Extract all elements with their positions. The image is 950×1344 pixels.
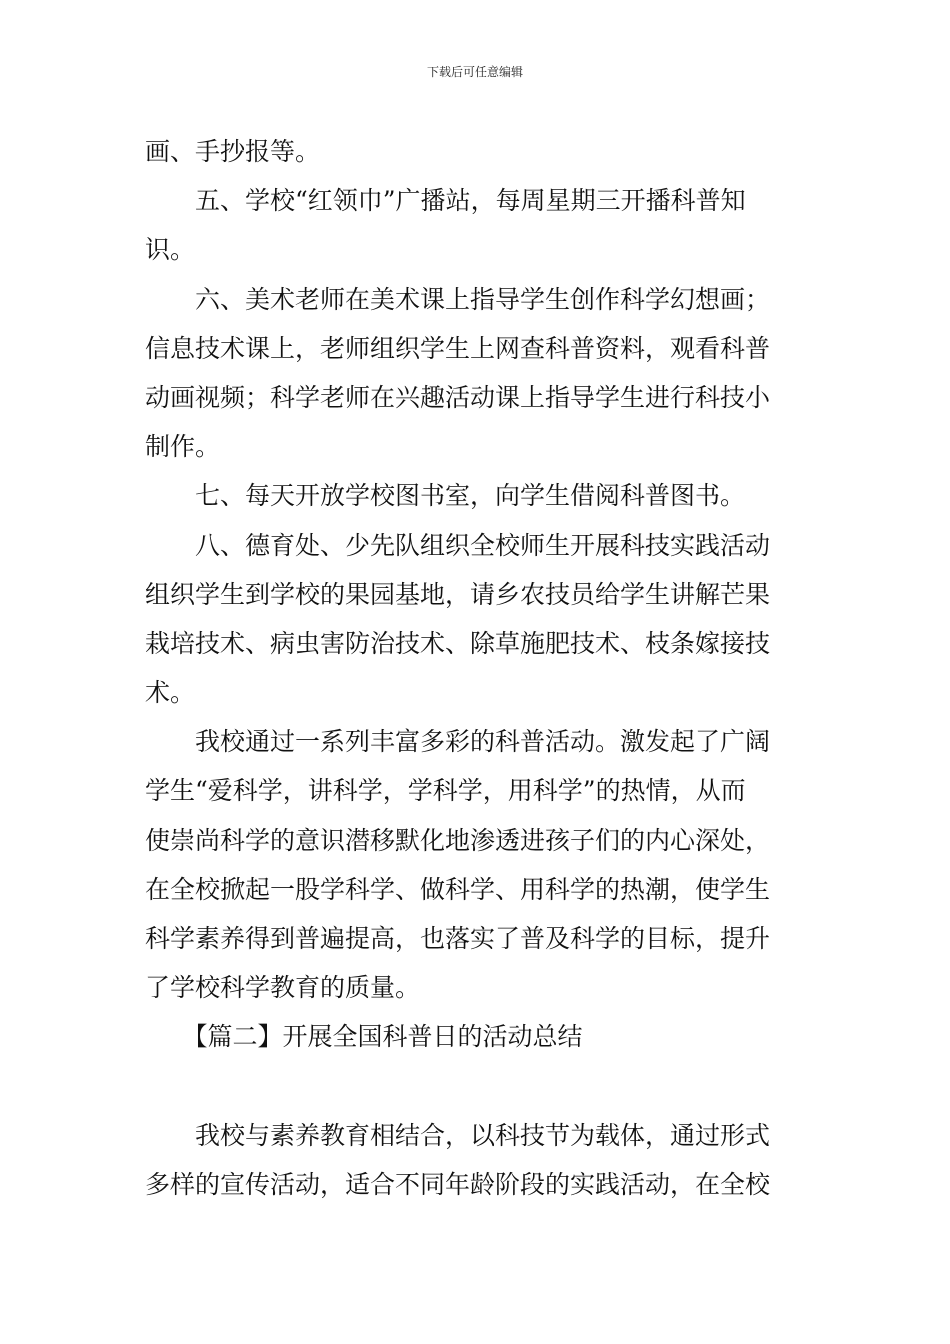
text-line: 六、美术老师在美术课上指导学生创作科学幻想画； — [145, 284, 771, 314]
text-line: 信息技术课上，老师组织学生上网查科普资料，观看科普 — [145, 333, 771, 363]
blank-line — [145, 1062, 810, 1111]
text-line: 我校通过一系列丰富多彩的科普活动。激发起了广阔 — [145, 727, 771, 757]
text-line: 五、学校“红领巾”广播站，每周星期三开播科普知 — [145, 186, 746, 216]
text-line: 多样的宣传活动，适合不同年龄阶段的实践活动，在全校 — [145, 1169, 771, 1199]
text-line: 了学校科学教育的质量。 — [145, 973, 421, 1003]
page-header-note: 下载后可任意编辑 — [426, 65, 523, 79]
text-line: 识。 — [145, 235, 196, 265]
text-line: 使崇尚科学的意识潜移默化地渗透进孩子们的内心深处， — [145, 825, 771, 855]
text-line: 科学素养得到普遍提高，也落实了普及科学的目标，提升 — [145, 924, 771, 953]
text-line: 组织学生到学校的果园基地，请乡农技员给学生讲解芒果 — [145, 579, 771, 609]
text-line: 我校与素养教育相结合，以科技节为载体，通过形式 — [145, 1120, 771, 1150]
text-line: 制作。 — [145, 432, 221, 462]
text-line: 画、手抄报等。 — [145, 137, 321, 166]
text-line: 学生“爱科学，讲科学，学科学，用科学”的热情，从而 — [145, 776, 746, 806]
text-line: 七、每天开放学校图书室，向学生借阅科普图书。 — [145, 481, 746, 511]
text-line: 术。 — [145, 678, 196, 708]
text-line: 栽培技术、病虫害防治技术、除草施肥技术、枝条嫁接技 — [145, 628, 771, 658]
text-line: 在全校掀起一股学科学、做科学、用科学的热潮，使学生 — [145, 874, 771, 904]
section-heading: 【篇二】开展全国科普日的活动总结 — [145, 1022, 583, 1052]
text-line: 八、德育处、少先队组织全校师生开展科技实践活动 — [145, 530, 771, 560]
document-body — [145, 127, 810, 1209]
text-line: 动画视频；科学老师在兴趣活动课上指导学生进行科技小 — [145, 382, 771, 412]
